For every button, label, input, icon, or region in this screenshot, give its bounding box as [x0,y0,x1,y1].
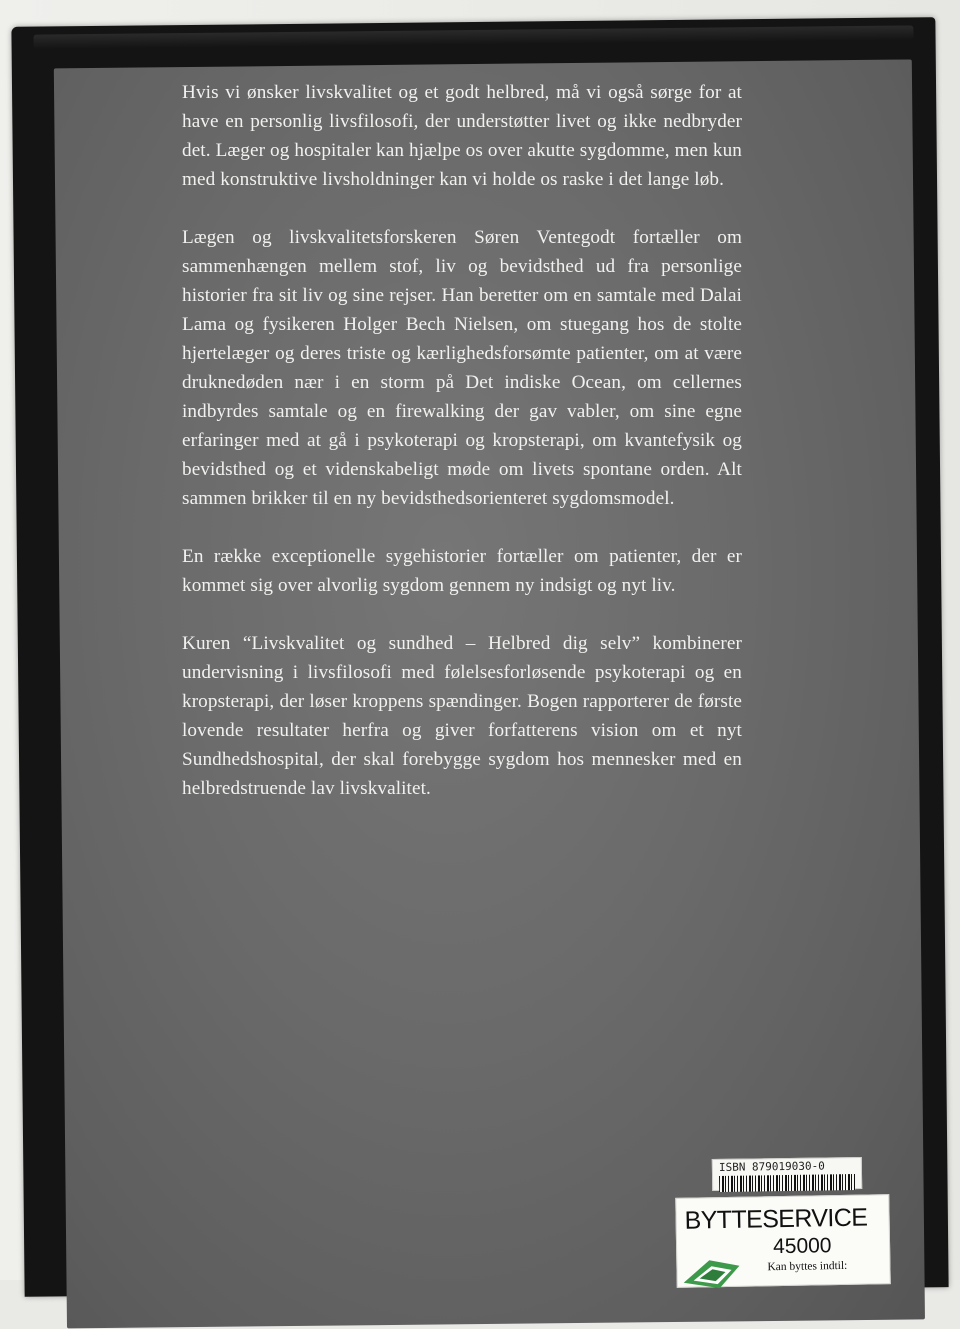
barcode-icon [719,1174,855,1192]
isbn-label [712,1157,862,1191]
bytteservice-sticker [675,1194,891,1288]
sticker-subtitle: Kan byttes indtil: [767,1259,848,1274]
blurb-paragraph-4: Kuren “Livskvalitet og sundhed – Helbred dig selv” kombinerer undervisning i livsfilosofi med følelsesforløsende psykoterapi og en kropsterapi, der løser kroppens spændinger. Bogen rapporterer de første lovende resultater herfra og giver forfatterens vision om et nyt Sundhedshospital, der skal forebygge sygdom hos mennesker med en helbredstruende lav livskvalitet. [182,633,742,799]
isbn-text: ISBN 879019030-0 [718,1159,825,1174]
book-top-edge [33,25,913,48]
sticker-number: 45000 [772,1234,832,1259]
blurb-paragraph-2: Lægen og livskvalitetsforskeren Søren Ventegodt fortæller om sammenhængen mellem stof, liv og bevidsthed ud fra personlige historier fra sit liv og sine rejser. Han beretter om en samtale med Dalai Lama og fysikeren Holger Bech Nielsen, om stuegang hos de stolte hjertelæger og deres triste og kærlighedsforsømte patienter, om at være druknedøden nær i en storm på Det indiske Ocean, om cellernes indbyrdes samtale og en firewalking der gav vabler, om sine egne erfaringer med at gå i psykoterapi og kropsterapi, om kvantefysik og bevidsthed og et videnskabeligt møde om livets spontane orden. Alt sammen brikker til en ny bevidsthedsorienteret sygdomsmodel. [182,227,742,509]
blurb-paragraph-1: Hvis vi ønsker livskvalitet og et godt helbred, må vi også sørge for at have en personlig livsfilosofi, der understøtter livet og ikke nedbryder det. Læger og hospitaler kan hjælpe os over akutte sygdomme, men kun med konstruktive livsholdninger kan vi holde os raske i det lange løb. [182,82,742,190]
blurb-paragraph-3: En række exceptionelle sygehistorier fortæller om patienter, der er kommet sig over alvorlig sygdom gennem ny indsigt og nyt liv. [182,546,742,596]
sticker-title: BYTTESERVICE [684,1203,868,1235]
sticker-logo-icon [679,1251,760,1292]
blurb-text [182,78,742,832]
